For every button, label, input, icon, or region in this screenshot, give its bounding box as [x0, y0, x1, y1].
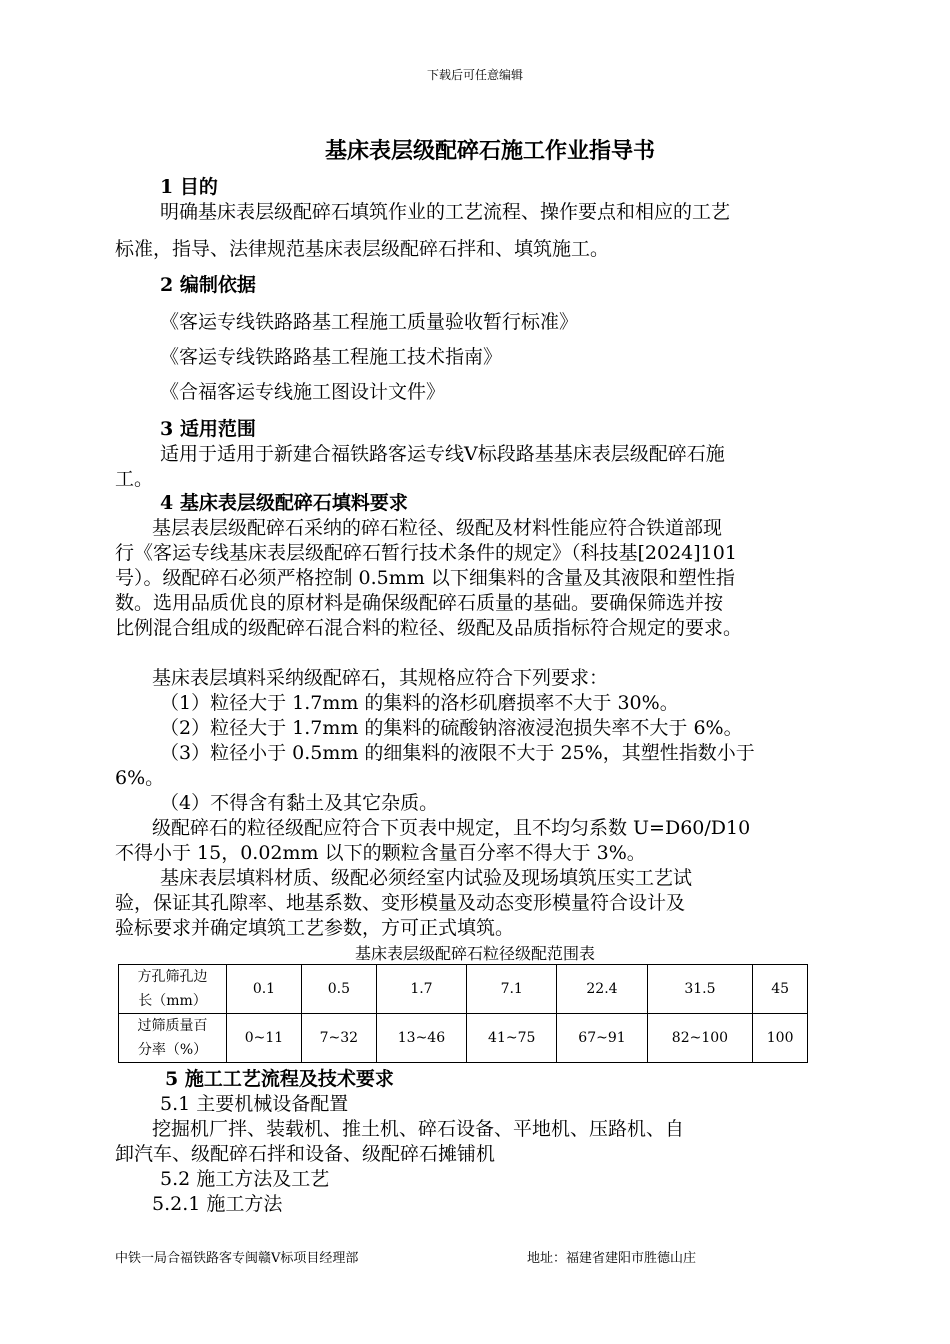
table-cell: 0.1 [227, 965, 302, 1014]
table-cell: 67~91 [557, 1014, 647, 1063]
paragraph-line: 行《客运专线基床表层级配碎石暂行技术条件的规定》（科技基[2024]101 [115, 542, 737, 564]
paragraph-line: 基床表层填料采纳级配碎石，其规格应符合下列要求： [152, 667, 609, 689]
page-title: 基床表层级配碎石施工作业指导书 [324, 138, 655, 164]
header-note: 下载后可任意编辑 [426, 68, 523, 82]
section-1-text-line: 标准，指导、法律规范基床表层级配碎石拌和、填筑施工。 [115, 238, 610, 260]
section-4-heading: 4 基床表层级配碎石填料要求 [160, 492, 408, 514]
section-3-heading: 3 适用范围 [160, 418, 256, 440]
paragraph-line: 比例混合组成的级配碎石混合料的粒径、级配及品质指标符合规定的要求。 [115, 617, 743, 639]
requirement-item: （2）粒径大于 1.7mm 的集料的硫酸钠溶液浸泡损失率不大于 6%。 [160, 717, 743, 739]
table-cell: 7~32 [301, 1014, 376, 1063]
section-3-text-line: 适用于适用于新建合福铁路客运专线Ⅴ标段路基基床表层级配碎石施 [160, 443, 725, 465]
row-header-sieve-size: 方孔筛孔边 长（mm） [119, 965, 227, 1014]
table-cell: 31.5 [647, 965, 753, 1014]
table-caption: 基床表层级配碎石粒径级配范围表 [354, 944, 595, 963]
paragraph-line: 基床表层填料材质、级配必须经室内试验及现场填筑压实工艺试 [160, 867, 693, 889]
table-cell: 45 [753, 965, 808, 1014]
paragraph-line: 不得小于 15，0.02mm 以下的颗粒含量百分率不得大于 3%。 [115, 842, 646, 864]
row-header-passing-percent: 过筛质量百 分率（%） [119, 1014, 227, 1063]
subsection-heading: 5.2 施工方法及工艺 [160, 1168, 330, 1190]
requirement-item: 6%。 [115, 767, 165, 789]
section-2-heading: 2 编制依据 [160, 274, 256, 296]
subsection-heading: 5.2.1 施工方法 [152, 1193, 283, 1215]
table-cell: 22.4 [557, 965, 647, 1014]
table-cell: 0~11 [227, 1014, 302, 1063]
reference-item: 《客运专线铁路路基工程施工质量验收暂行标准》 [160, 311, 579, 333]
footer-address: 地址：福建省建阳市胜德山庄 [527, 1251, 697, 1266]
paragraph-line: 级配碎石的粒径级配应符合下页表中规定，且不均匀系数 U=D60/D10 [152, 817, 751, 839]
table-cell: 82~100 [647, 1014, 753, 1063]
table-row [119, 965, 808, 1014]
section-1-text-line: 明确基床表层级配碎石填筑作业的工艺流程、操作要点和相应的工艺 [160, 201, 731, 223]
requirement-item: （4）不得含有黏土及其它杂质。 [160, 792, 439, 814]
footer-organization: 中铁一局合福铁路客专闽赣Ⅴ标项目经理部 [115, 1251, 359, 1266]
requirement-item: （3）粒径小于 0.5mm 的细集料的液限不大于 25%，其塑性指数小于 [160, 742, 755, 764]
section-1-heading: 1 目的 [160, 176, 218, 198]
paragraph-line: 挖掘机厂拌、装载机、推土机、碎石设备、平地机、压路机、自 [152, 1118, 685, 1140]
gradation-table [118, 964, 808, 1063]
table-row [119, 1014, 808, 1063]
paragraph-line: 号）。级配碎石必须严格控制 0.5mm 以下细集料的含量及其液限和塑性指 [115, 567, 735, 589]
paragraph-line: 验，保证其孔隙率、地基系数、变形模量及动态变形模量符合设计及 [115, 892, 686, 914]
subsection-heading: 5.1 主要机械设备配置 [160, 1093, 349, 1115]
table-cell: 1.7 [376, 965, 466, 1014]
reference-item: 《合福客运专线施工图设计文件》 [160, 381, 446, 403]
table-cell: 7.1 [467, 965, 557, 1014]
paragraph-line: 基层表层级配碎石采纳的碎石粒径、级配及材料性能应符合铁道部现 [152, 517, 723, 539]
table-cell: 100 [753, 1014, 808, 1063]
paragraph-line: 验标要求并确定填筑工艺参数，方可正式填筑。 [115, 917, 515, 939]
section-3-text-line: 工。 [115, 468, 154, 490]
paragraph-line: 数。选用品质优良的原材料是确保级配碎石质量的基础。要确保筛选并按 [115, 592, 724, 614]
table-cell: 13~46 [376, 1014, 466, 1063]
table-cell: 41~75 [467, 1014, 557, 1063]
reference-item: 《客运专线铁路路基工程施工技术指南》 [160, 346, 503, 368]
requirement-item: （1）粒径大于 1.7mm 的集料的洛杉矶磨损率不大于 30%。 [160, 692, 679, 714]
table-cell: 0.5 [301, 965, 376, 1014]
section-5-heading: 5 施工工艺流程及技术要求 [165, 1068, 394, 1090]
paragraph-line: 卸汽车、级配碎石拌和设备、级配碎石摊铺机 [115, 1143, 496, 1165]
